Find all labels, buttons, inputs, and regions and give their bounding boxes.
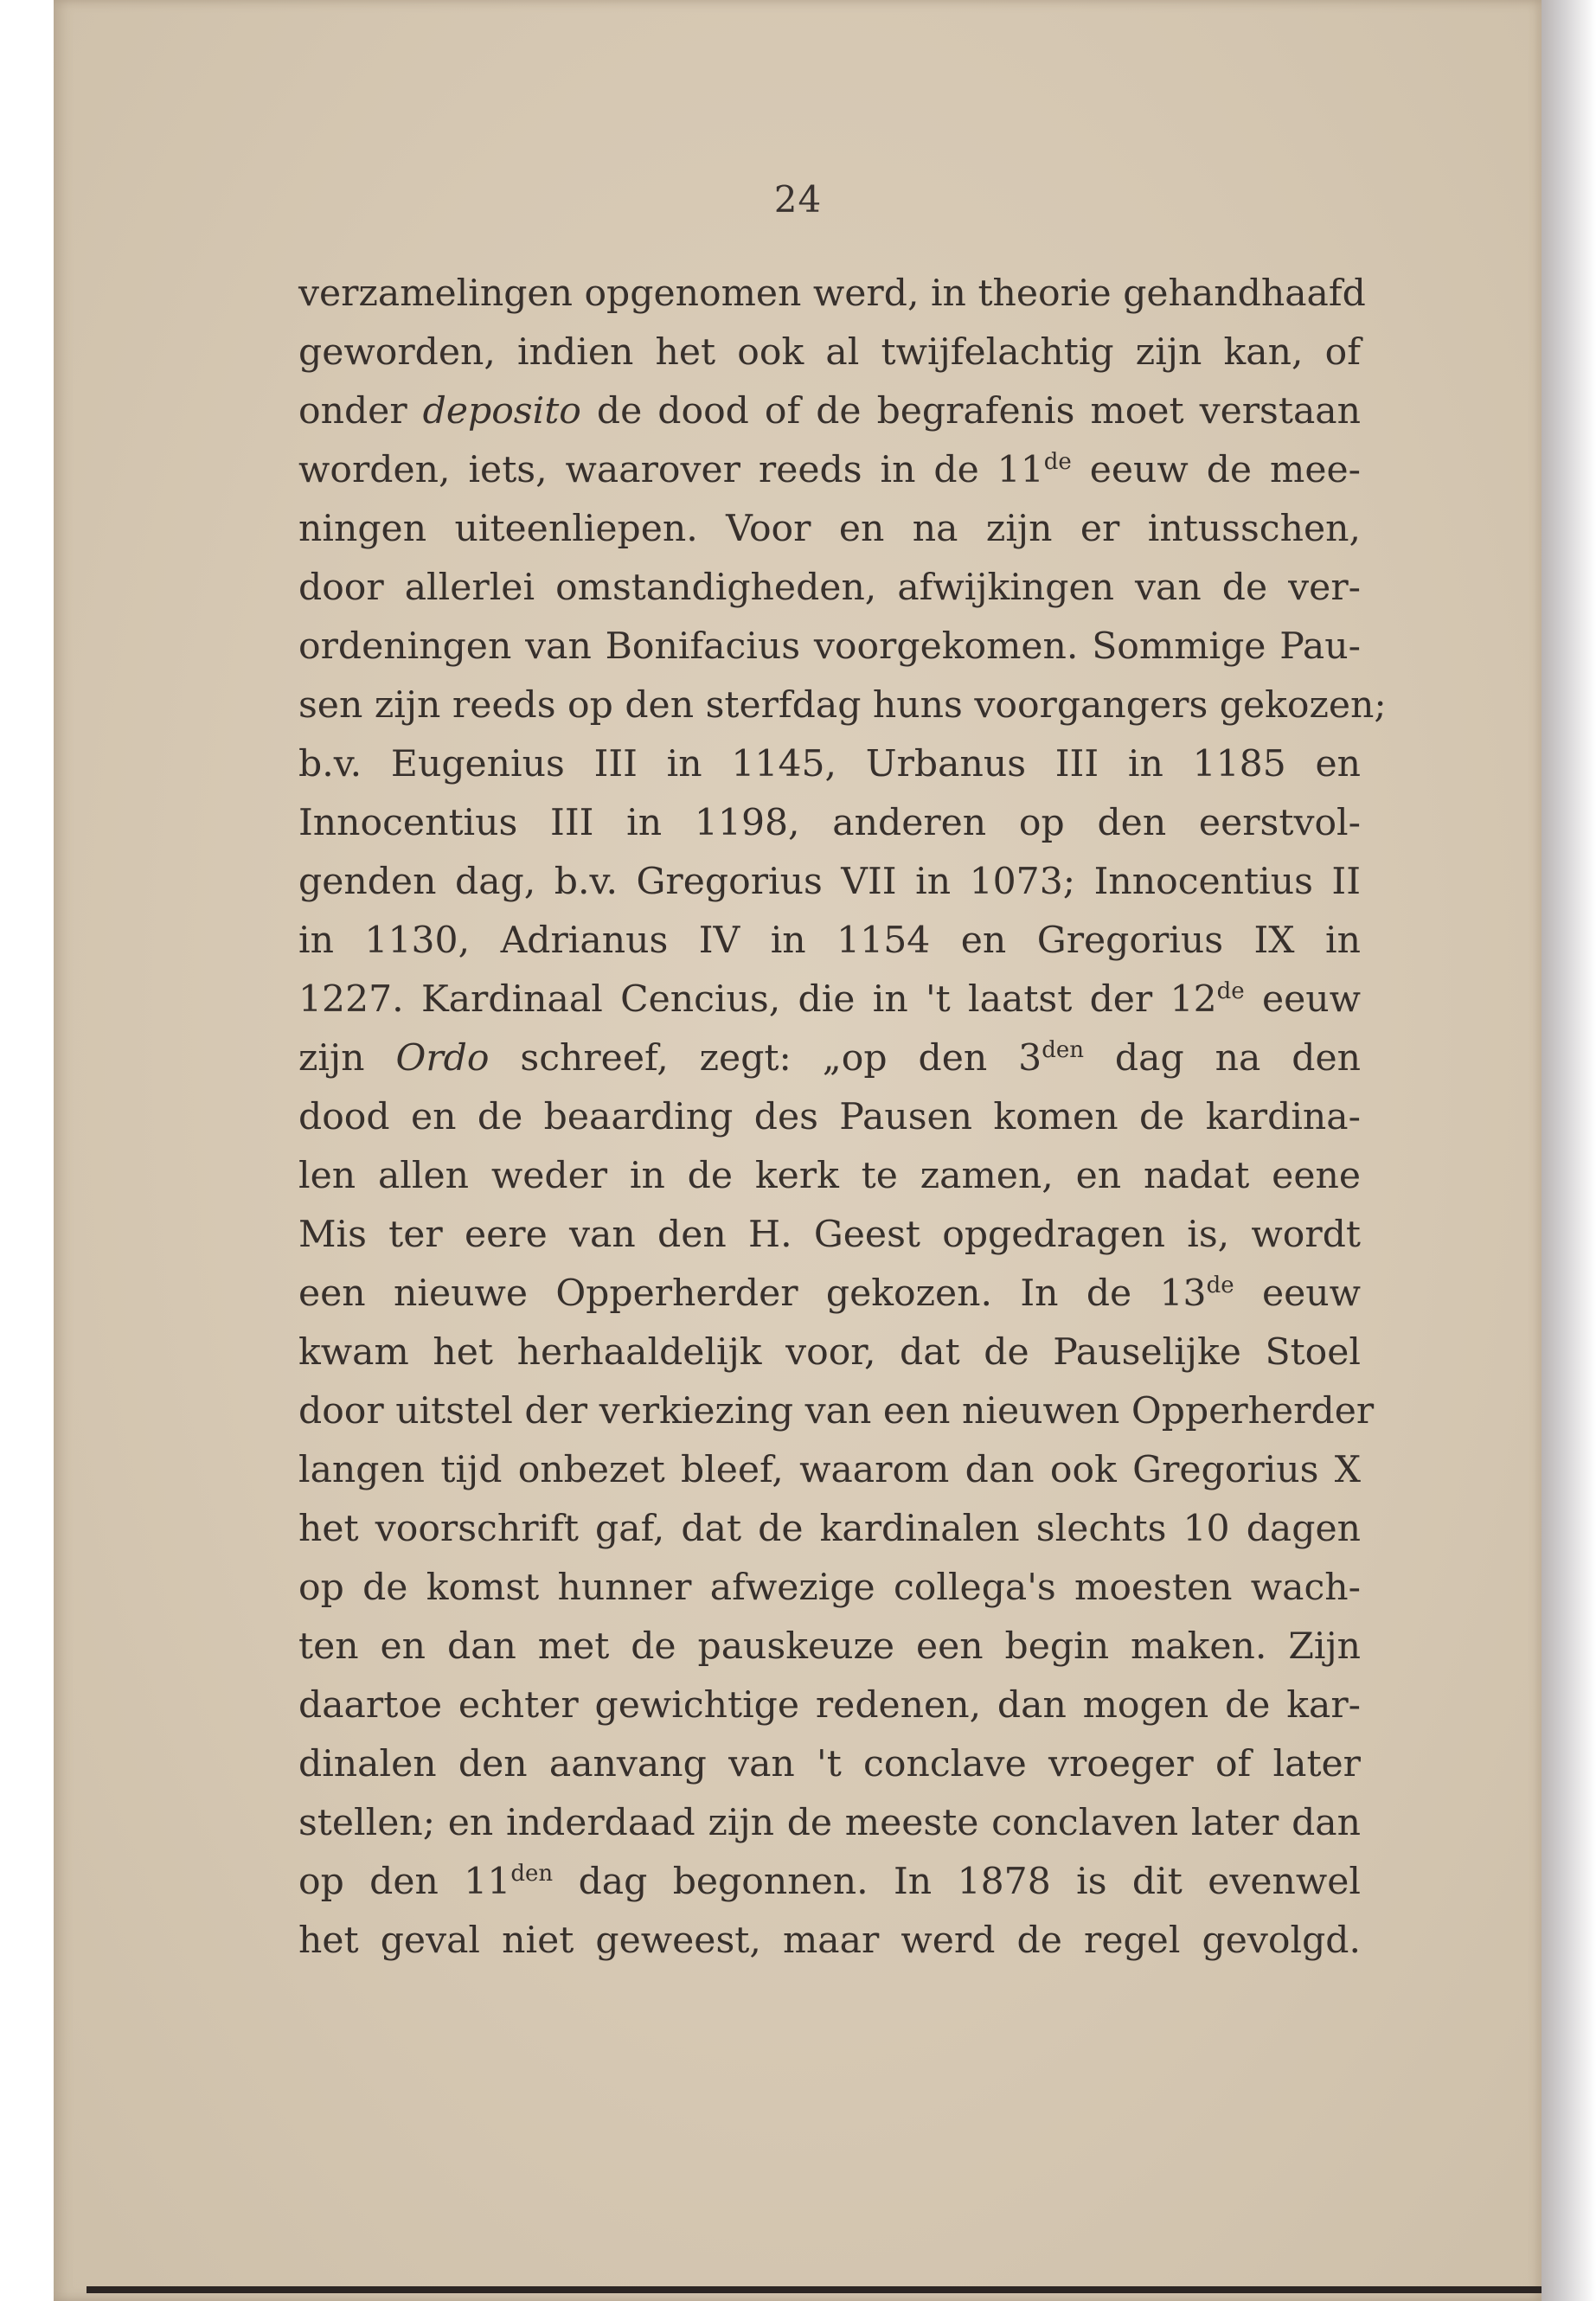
text-line [298,1206,1361,1265]
text-run: ningen uiteenliepen. Voor en na zijn er intusschen, [298,508,1361,550]
text-run: eeuw [1244,978,1361,1021]
text-line [298,1088,1361,1147]
text-run: dood en de beaarding des Pausen komen de kardina- [298,1096,1361,1138]
text-line [298,441,1361,500]
text-run: sen zijn reeds op den sterfdag huns voorgangers gekozen; [298,684,1387,727]
text-line [298,1559,1361,1618]
text-line [298,324,1361,382]
text-line [298,500,1361,559]
text-run: genden dag, b.v. Gregorius VII in 1073; Innocentius II [298,861,1361,903]
text-run: in 1130, Adrianus IV in 1154 en Gregorius IX in [298,920,1361,962]
text-run: dag na den [1083,1037,1361,1080]
bottom-rule [87,2286,1542,2293]
text-run: dinalen den aanvang van 't conclave vroeger of later [298,1743,1361,1785]
text-line [298,853,1361,912]
text-run: ordeningen van Bonifacius voorgekomen. Sommige Pau- [298,625,1361,668]
text-run: op de komst hunner afwezige collega's moesten wach- [298,1567,1361,1609]
text-line [298,265,1366,324]
page-number: 24 [773,178,823,221]
text-run: dag begonnen. In 1878 is dit evenwel [553,1861,1361,1903]
italic-term: Ordo [395,1037,490,1080]
text-run: een nieuwe Opperherder gekozen. In de 13 [298,1272,1207,1315]
text-run: geworden, indien het ook al twijfelachtig zijn kan, of [298,331,1361,374]
text-line [298,971,1361,1029]
body-text [298,265,1387,1971]
text-line [298,382,1361,441]
text-run: Mis ter eere van den H. Geest opgedragen is, wordt [298,1214,1361,1256]
text-run: ten en dan met de pauskeuze een begin maken. Zijn [298,1625,1361,1668]
text-run: langen tijd onbezet bleef, waarom dan ook Gregorius X [298,1449,1361,1491]
superscript: de [1206,1272,1234,1298]
text-run: door allerlei omstandigheden, afwijkingen van de ver- [298,567,1361,609]
text-line [298,1912,1361,1971]
text-line [298,559,1361,618]
text-run: kwam het herhaaldelijk voor, dat de Pauselijke Stoel [298,1331,1361,1374]
text-run: stellen; en inderdaad zijn de meeste conclaven later dan [298,1802,1361,1844]
superscript: den [510,1861,554,1887]
text-line [298,735,1361,794]
superscript: den [1042,1037,1084,1063]
text-line [298,1382,1375,1441]
text-run: b.v. Eugenius III in 1145, Urbanus III in 1185 en [298,743,1361,785]
superscript: de [1216,978,1245,1004]
text-run: worden, iets, waarover reeds in de 11 [298,449,1044,491]
text-line [298,1029,1361,1088]
text-run: de dood of de begrafenis moet verstaan [580,390,1361,433]
text-run: zijn [298,1037,396,1080]
text-run: 1227. Kardinaal Cencius, die in 't laatst der 12 [298,978,1217,1021]
text-line [298,1500,1361,1559]
text-run: eeuw [1234,1272,1362,1315]
italic-term: deposito [422,390,581,433]
text-line [298,1265,1361,1324]
page-right-edge [1542,0,1596,2301]
text-line [298,1147,1361,1206]
text-line [298,1853,1361,1912]
text-run: het geval niet geweest, maar werd de regel gevolgd. [298,1920,1361,1962]
text-line [298,1735,1361,1794]
text-run: onder [298,390,423,433]
text-run: daartoe echter gewichtige redenen, dan mogen de kar- [298,1684,1361,1727]
text-run: door uitstel der verkiezing van een nieuwen Opperherder [298,1390,1375,1433]
text-line [298,1324,1361,1382]
text-line [298,912,1361,971]
superscript: de [1043,449,1072,475]
text-line [298,794,1361,853]
text-line [298,676,1387,735]
text-run: schreef, zegt: „op den 3 [489,1037,1042,1080]
text-line [298,618,1361,676]
text-line [298,1618,1361,1676]
text-run: het voorschrift gaf, dat de kardinalen slechts 10 dagen [298,1508,1361,1550]
text-run: op den 11 [298,1861,511,1903]
scan-left-margin [0,0,54,2301]
text-line [298,1794,1361,1853]
text-line [298,1441,1361,1500]
text-run: verzamelingen opgenomen werd, in theorie gehandhaafd [298,272,1366,315]
text-line [298,1676,1361,1735]
text-run: eeuw de mee- [1071,449,1361,491]
text-run: len allen weder in de kerk te zamen, en nadat eene [298,1155,1361,1197]
text-run: Innocentius III in 1198, anderen op den eerstvol- [298,802,1361,844]
